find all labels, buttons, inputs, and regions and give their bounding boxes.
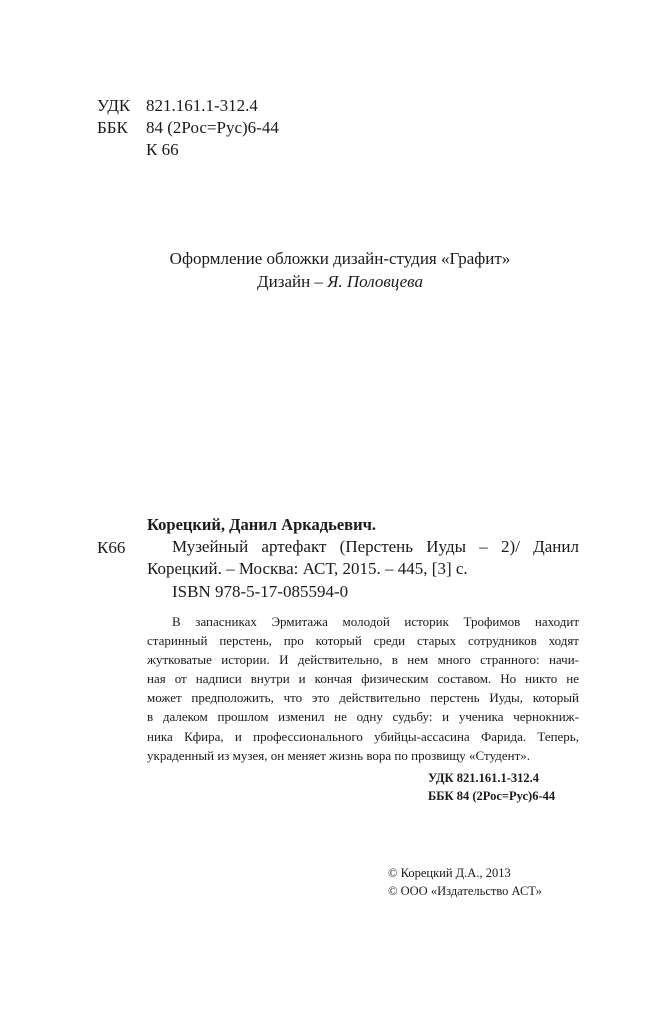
- bottom-bbk: ББК 84 (2Рос=Рус)6-44: [428, 789, 556, 803]
- isbn: ISBN 978-5-17-085594-0: [172, 582, 349, 601]
- designer-name: Я. Половцева: [327, 272, 423, 291]
- bottom-udk: УДК 821.161.1-312.4: [428, 771, 539, 785]
- author-mark-row: [97, 139, 179, 161]
- annotation-paragraph: [147, 612, 579, 765]
- author-mark-value: К 66: [146, 140, 179, 159]
- udk-value: 821.161.1-312.4: [146, 96, 258, 115]
- copyright-author: © Корецкий Д.А., 2013: [388, 866, 511, 880]
- annotation-line: ника Кфира, и профессионального убийцы-ассасина Фарида. Теперь,: [147, 728, 579, 744]
- annotation-line: старинный перстень, про который среди старых сотрудников ходят: [147, 633, 579, 649]
- author-mark-code: К66: [97, 538, 126, 557]
- cover-design-credit: Оформление обложки дизайн-студия «Графит»: [169, 249, 511, 268]
- udk-row: [97, 95, 258, 117]
- annotation-line: В запасниках Эрмитажа молодой историк Трофимов находит: [172, 614, 579, 629]
- annotation-line: жутковатые истории. И действительно, в нем много странного: начи-: [147, 652, 579, 668]
- annotation-line: может предположить, что это действительно перстень Иуды, который: [147, 690, 579, 706]
- annotation-line: в далеком прошлом изменил не одну судьбу: и ученика чернокниж-: [147, 709, 579, 725]
- designer-credit: [0, 270, 650, 293]
- bibliographic-description: Музейный артефакт (Перстень Иуды – 2)/ Данил Корецкий. – Москва: АСТ, 2015. – 445, [3] с.: [147, 537, 579, 578]
- udk-label: УДК: [97, 96, 131, 115]
- author-heading: Корецкий, Данил Аркадьевич.: [147, 515, 377, 534]
- annotation-line: украденный из музея, он меняет жизнь вора по прозвищу «Студент».: [147, 747, 531, 763]
- bbk-value: 84 (2Рос=Рус)6-44: [146, 118, 279, 137]
- bbk-label: ББК: [97, 118, 128, 137]
- copyright-publisher: © ООО «Издательство АСТ»: [388, 884, 542, 898]
- annotation-line: ная от надписи внутри и кончая физическим составом. Но никто не: [147, 671, 579, 687]
- bbk-row: [97, 117, 279, 139]
- designer-prefix: Дизайн –: [257, 272, 328, 291]
